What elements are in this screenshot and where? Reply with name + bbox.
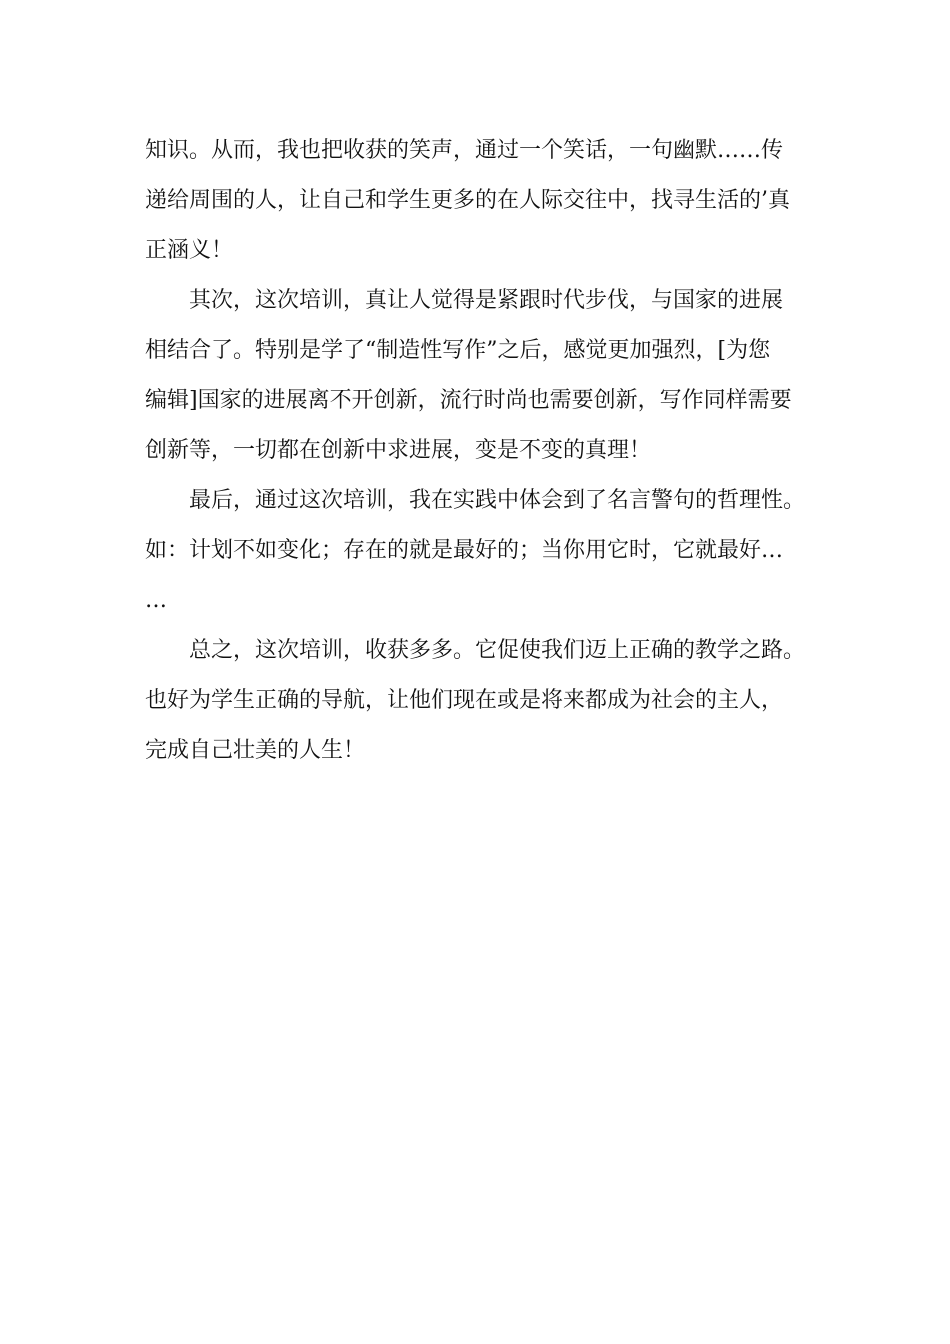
text-line: 相结合了。特别是学了“制造性写作”之后，感觉更加强烈，[为您 [145,338,771,363]
text-line: 总之，这次培训，收获多多。它促使我们迈上正确的教学之路。 [189,638,806,663]
text-line: 创新等，一切都在创新中求进展，变是不变的真理！ [145,438,652,463]
text-line: 如：计划不如变化；存在的就是最好的；当你用它时，它就最好… [145,538,784,563]
text-line: 知识。从而，我也把收获的笑声，通过一个笑话，一句幽默……传 [145,138,784,163]
text-line: 正涵义！ [145,238,234,263]
text-line: 完成自己壮美的人生！ [145,738,366,763]
text-line: 其次，这次培训，真让人觉得是紧跟时代步伐，与国家的进展 [189,288,784,313]
text-line: 最后，通过这次培训，我在实践中体会到了名言警句的哲理性。 [189,488,806,513]
text-line: 编辑]国家的进展离不开创新，流行时尚也需要创新，写作同样需要 [145,388,792,413]
paragraph-continuation [145,126,830,276]
paragraph-conclusion [145,626,830,776]
text-line: … [145,588,167,613]
document-body [145,126,830,776]
text-line: 递给周围的人，让自己和学生更多的在人际交往中，找寻生活的’真 [145,188,790,213]
paragraph-finally [145,476,830,626]
text-line: 也好为学生正确的导航，让他们现在或是将来都成为社会的主人， [145,688,784,713]
paragraph-secondly [145,276,830,476]
